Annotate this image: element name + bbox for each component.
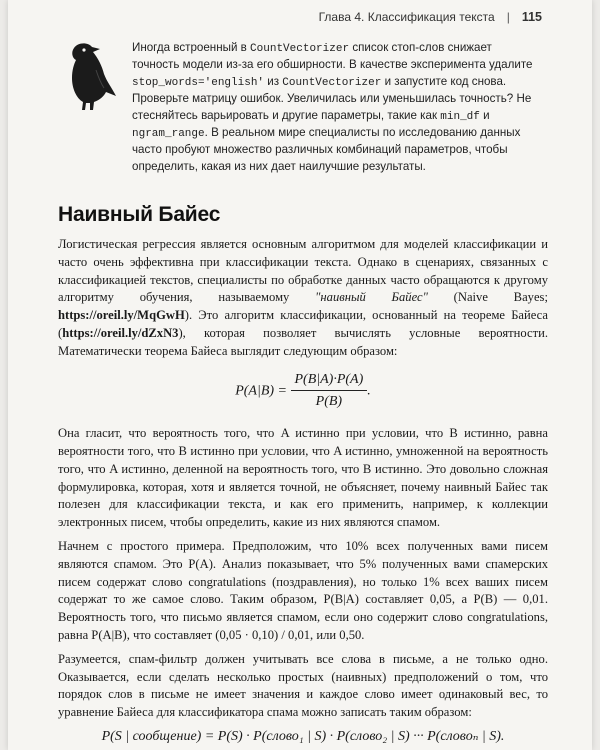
section-title: Наивный Байес xyxy=(58,203,221,226)
formula-lhs: P(A|B) = xyxy=(235,383,287,399)
formula-end: . xyxy=(367,383,371,399)
paragraph-3: Начнем с простого примера. Предположим, что 10% всех полученных вами писем являются спамом. Это P(A). Анализ показывает, что 5% полученных вами спамерских писем содержат слово congratulations (поздравления), но только 1% всех ваших писем содержат то же самое слово. Таким образом, P(B|A) составляет 0,05, а P(B) — 0,01. Вероятность того, что письмо является спамом, если оно содержит слово congratulations, равна P(A|B), что составляет (0,05 · 0,10) / 0,01, или 0,50. xyxy=(58,538,548,642)
p1-quote: "наивный Байес" xyxy=(315,290,428,305)
spam-formula: P(S | сообщение) = P(S) · P(слово₁ | S) · P(слово₂ | S) ··· P(словоₙ | S). xyxy=(101,728,505,744)
p1-part-d: ), которая позволяет вычислять условные вероятности. Математически теорема Байеса выглядит следующим образом: xyxy=(58,325,548,358)
running-head xyxy=(319,10,542,24)
note-text-4: и запустите код снова. Проверьте матрицу ошибок. Увеличилась или уменьшилась точность? Не стесняйтесь варьировать и другие параметры, такие как xyxy=(132,74,532,122)
note-text-5: и xyxy=(483,108,490,122)
note-text-1: Иногда встроенный в xyxy=(132,41,247,54)
paragraph-4: Разумеется, спам-фильтр должен учитывать все слова в письме, а не только одно. Оказывается, если сделать несколько простых (наивных) предположений о том, что порядок слов в письме не имеет значения и каждое слово имеет одинаковый вес, то уравнение Байеса для классификатора спама можно записать таким образом: xyxy=(58,651,548,720)
link-naive-bayes[interactable]: https://oreil.ly/MqGwH xyxy=(58,308,185,323)
raven-icon xyxy=(60,40,118,175)
p1-part-b: (Naive Bayes; xyxy=(453,290,548,305)
note-text-3: из xyxy=(267,74,280,88)
page-number: 115 xyxy=(521,10,542,24)
body-text xyxy=(58,236,548,746)
book-page xyxy=(8,0,592,750)
code-countvectorizer-2: CountVectorizer xyxy=(282,76,382,89)
link-bayes-theorem[interactable]: https://oreil.ly/dZxN3 xyxy=(62,325,179,340)
code-stop-words: stop_words='english' xyxy=(132,76,265,89)
p1-part-a: Логистическая регрессия является основным алгоритмом для моделей классификации и часто очень эффективна при классификации текста. Однако в сценариях, связанных с классификацией текстов, специалисты по обработке данных часто обращаются к другому алгоритму обучения, называемому xyxy=(58,237,548,305)
p1-part-c: ). Это алгоритм классификации, основанный на теореме Байеса ( xyxy=(58,308,548,340)
note-text-2: список стоп-слов снижает точность модели из-за его обширности. В качестве эксперимента удалите xyxy=(132,41,533,72)
formula-numerator: P(B|A)·P(A) xyxy=(291,371,368,392)
paragraph-1 xyxy=(58,236,548,361)
bayes-formula xyxy=(58,371,548,412)
formula-fraction xyxy=(291,371,368,412)
code-ngram-range: ngram_range xyxy=(132,128,205,141)
code-min-df: min_df xyxy=(440,110,480,123)
chapter-title: Глава 4. Классификация текста xyxy=(318,10,495,24)
formula-denominator: P(B) xyxy=(315,394,343,410)
tip-note xyxy=(60,40,540,175)
code-countvectorizer: CountVectorizer xyxy=(250,43,350,55)
note-text xyxy=(132,40,540,175)
note-text-6: . В реальном мире специалисты по исследованию данных часто пробуют множество различных комбинаций параметров, чтобы определить, какая из них дает наилучшие результаты. xyxy=(132,126,521,173)
header-separator: | xyxy=(506,10,510,24)
paragraph-2: Она гласит, что вероятность того, что A истинно при условии, что B истинно, равна вероятности того, что B истинно при условии, что A истинно, умноженной на вероятность того, что A истинно, деленной на вероятность того, что B истинно. Это довольно сложная формулировка, которая, хотя и является точной, не объясняет, почему наивный Байес так полезен для классификации текста, и как его применить, например, к коллекции электронных писем, чтобы определить, какие из них являются спамом. xyxy=(58,426,548,530)
